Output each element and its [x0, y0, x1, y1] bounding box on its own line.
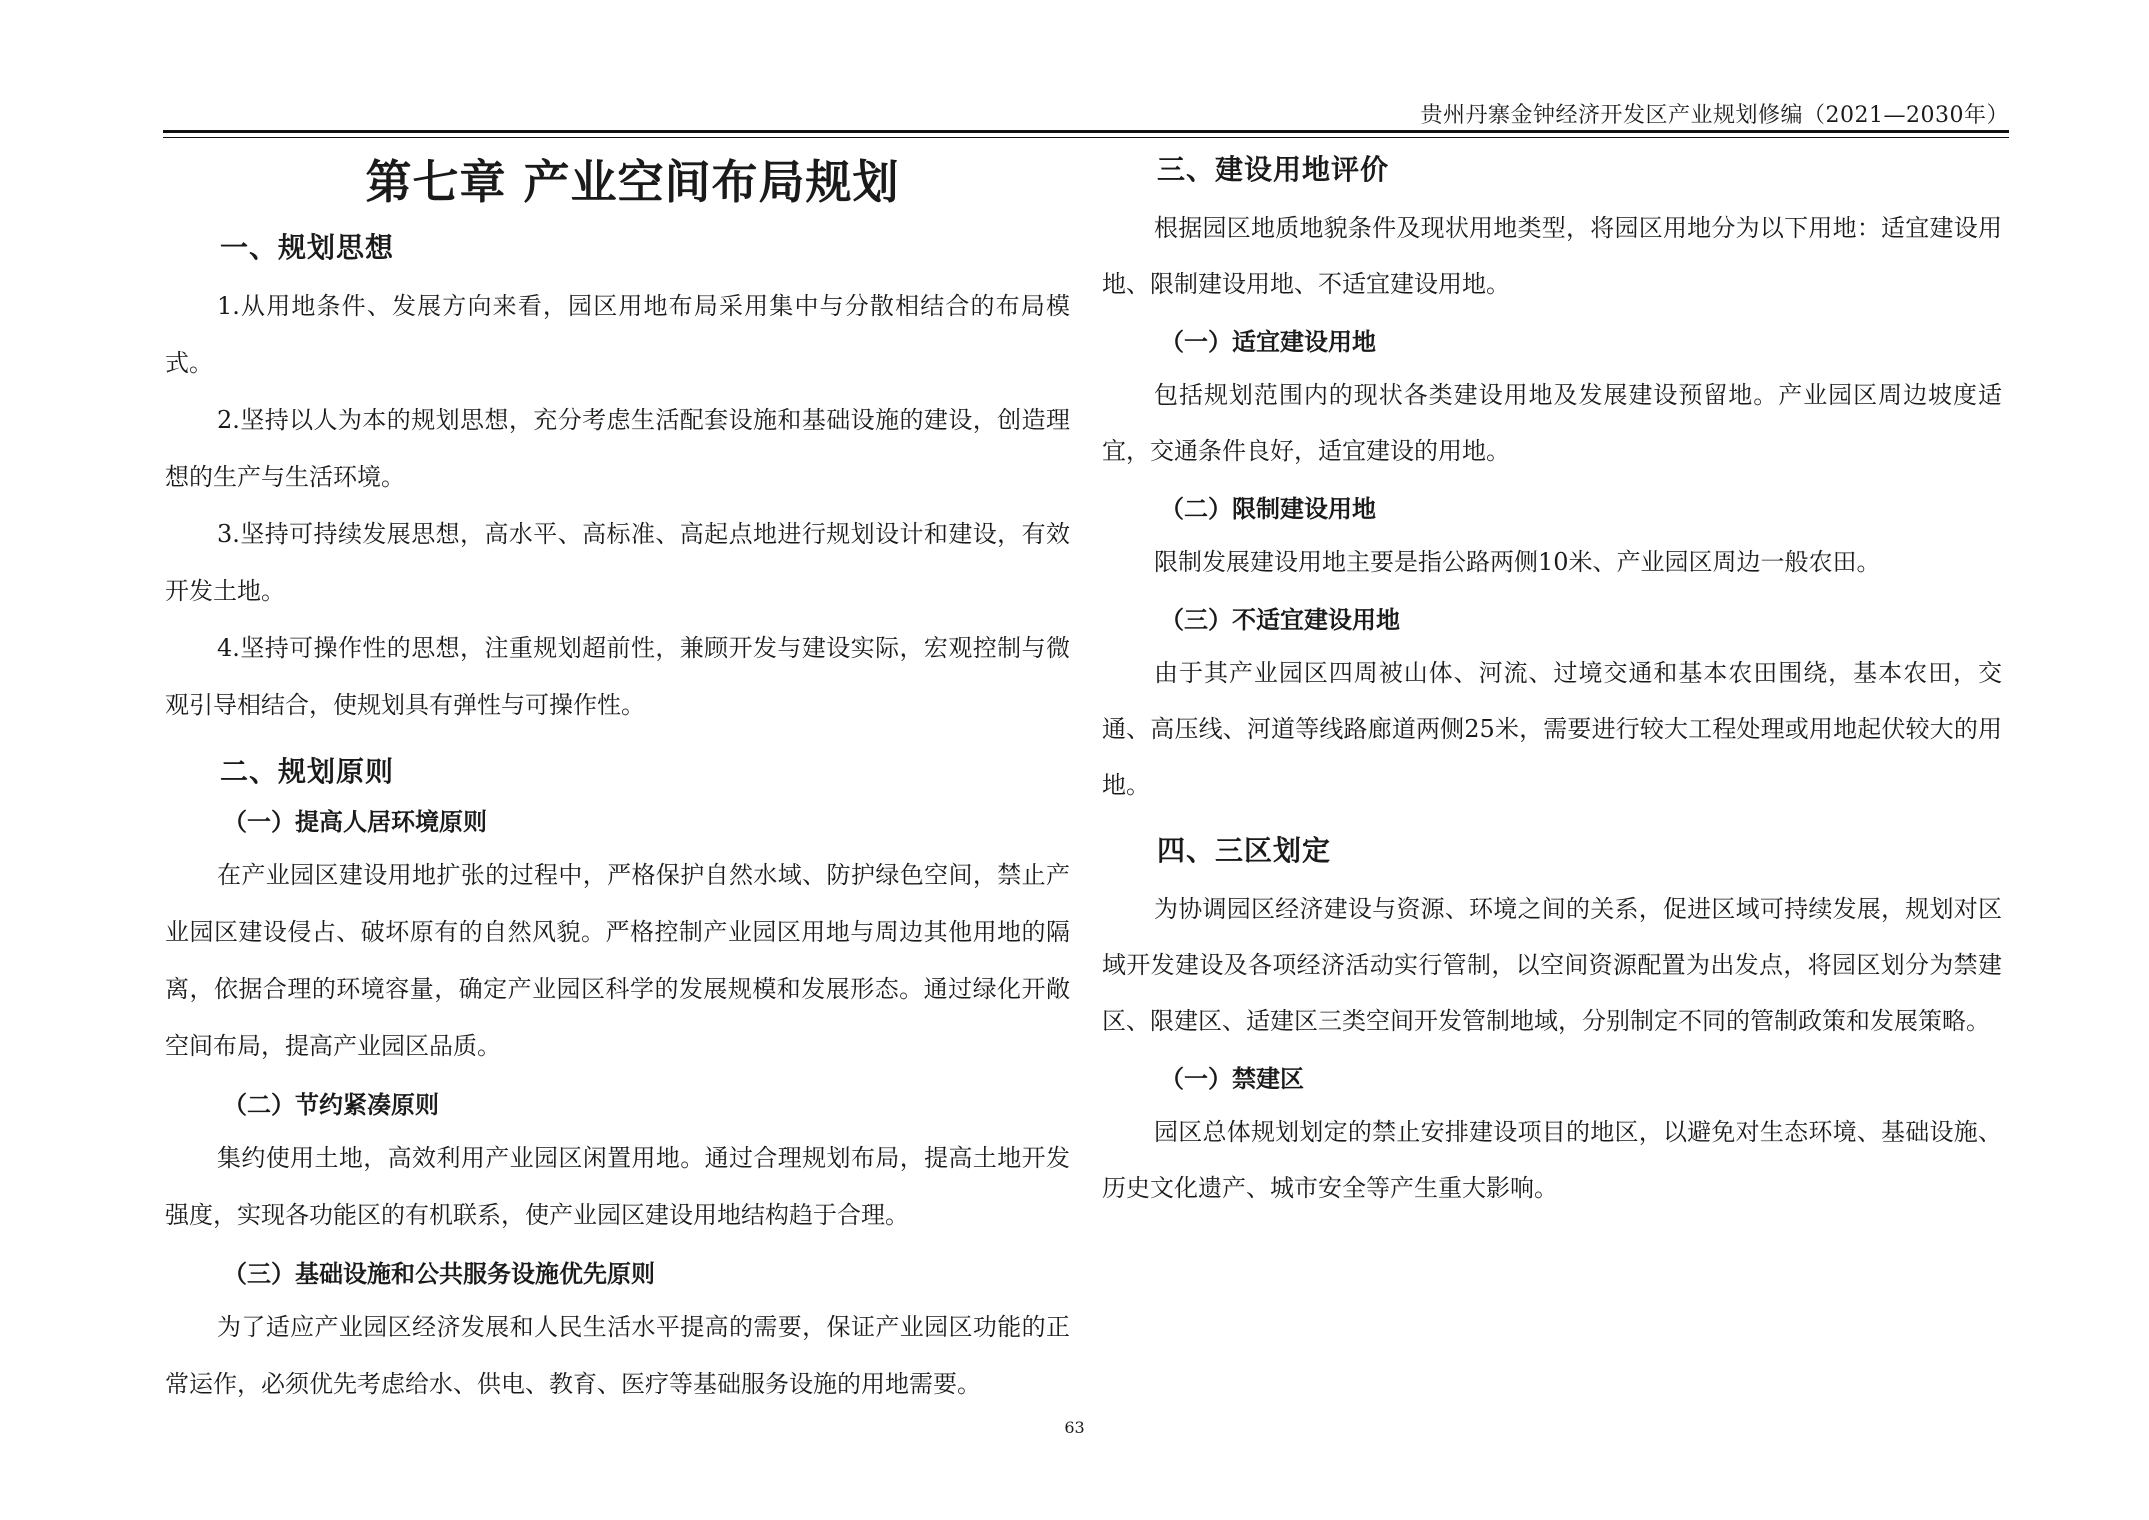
- subsection-heading: （一）提高人居环境原则: [223, 808, 487, 836]
- left-column: [165, 140, 1070, 1413]
- paragraph: 1.从用地条件、发展方向来看，园区用地布局采用集中与分散相结合的布局模式。: [165, 292, 1070, 377]
- paragraph: 为协调园区经济建设与资源、环境之间的关系，促进区域可持续发展，规划对区域开发建设及各项经济活动实行管制，以空间资源配置为出发点，将园区划分为禁建区、限建区、适建区三类空间开发管制地域，分别制定不同的管制政策和发展策略。: [1102, 895, 2002, 1035]
- subsection-heading: （二）节约紧凑原则: [223, 1091, 439, 1119]
- subsection-heading: （二）限制建设用地: [1160, 495, 1376, 523]
- paragraph: 3.坚持可持续发展思想，高水平、高标准、高起点地进行规划设计和建设，有效开发土地。: [165, 520, 1070, 605]
- subsection-heading: （一）适宜建设用地: [1160, 328, 1376, 356]
- paragraph: 在产业园区建设用地扩张的过程中，严格保护自然水域、防护绿色空间，禁止产业园区建设侵占、破坏原有的自然风貌。严格控制产业园区用地与周边其他用地的隔离，依据合理的环境容量，确定产业园区科学的发展规模和发展形态。通过绿化开敞空间布局，提高产业园区品质。: [165, 861, 1070, 1060]
- chapter-title: 第七章 产业空间布局规划: [365, 155, 900, 209]
- paragraph: 根据园区地质地貌条件及现状用地类型，将园区用地分为以下用地：适宜建设用地、限制建设用地、不适宜建设用地。: [1102, 214, 2002, 298]
- section-heading-1: 一、规划思想: [220, 231, 395, 264]
- paragraph: 4.坚持可操作性的思想，注重规划超前性，兼顾开发与建设实际，宏观控制与微观引导相结合，使规划具有弹性与可操作性。: [165, 634, 1070, 719]
- header-rule-thick: [163, 130, 2009, 133]
- page-number: 63: [1064, 1418, 1085, 1437]
- paragraph: 由于其产业园区四周被山体、河流、过境交通和基本农田围绕，基本农田，交通、高压线、河道等线路廊道两侧25米，需要进行较大工程处理或用地起伏较大的用地。: [1102, 659, 2002, 799]
- paragraph: 园区总体规划划定的禁止安排建设项目的地区，以避免对生态环境、基础设施、历史文化遗产、城市安全等产生重大影响。: [1102, 1118, 2002, 1202]
- subsection-heading: （三）不适宜建设用地: [1160, 606, 1400, 634]
- paragraph: 为了适应产业园区经济发展和人民生活水平提高的需要，保证产业园区功能的正常运作，必须优先考虑给水、供电、教育、医疗等基础服务设施的用地需要。: [165, 1313, 1070, 1398]
- section-heading-2: 二、规划原则: [220, 755, 395, 788]
- running-header: 贵州丹寨金钟经济开发区产业规划修编（2021—2030年）: [1420, 103, 2009, 128]
- paragraph: 集约使用土地，高效利用产业园区闲置用地。通过合理规划布局，提高土地开发强度，实现各功能区的有机联系，使产业园区建设用地结构趋于合理。: [165, 1144, 1070, 1229]
- right-column: [1102, 140, 2002, 1216]
- paragraph: 包括规划范围内的现状各类建设用地及发展建设预留地。产业园区周边坡度适宜，交通条件良好，适宜建设的用地。: [1102, 381, 2002, 465]
- subsection-heading: （一）禁建区: [1160, 1065, 1304, 1093]
- paragraph: 限制发展建设用地主要是指公路两侧10米、产业园区周边一般农田。: [1154, 548, 1881, 576]
- subsection-heading: （三）基础设施和公共服务设施优先原则: [223, 1260, 655, 1288]
- paragraph: 2.坚持以人为本的规划思想，充分考虑生活配套设施和基础设施的建设，创造理想的生产与生活环境。: [165, 406, 1070, 491]
- header-rule-thin: [163, 137, 2009, 138]
- section-heading-4: 四、三区划定: [1157, 834, 1332, 867]
- section-heading-3: 三、建设用地评价: [1157, 153, 1390, 186]
